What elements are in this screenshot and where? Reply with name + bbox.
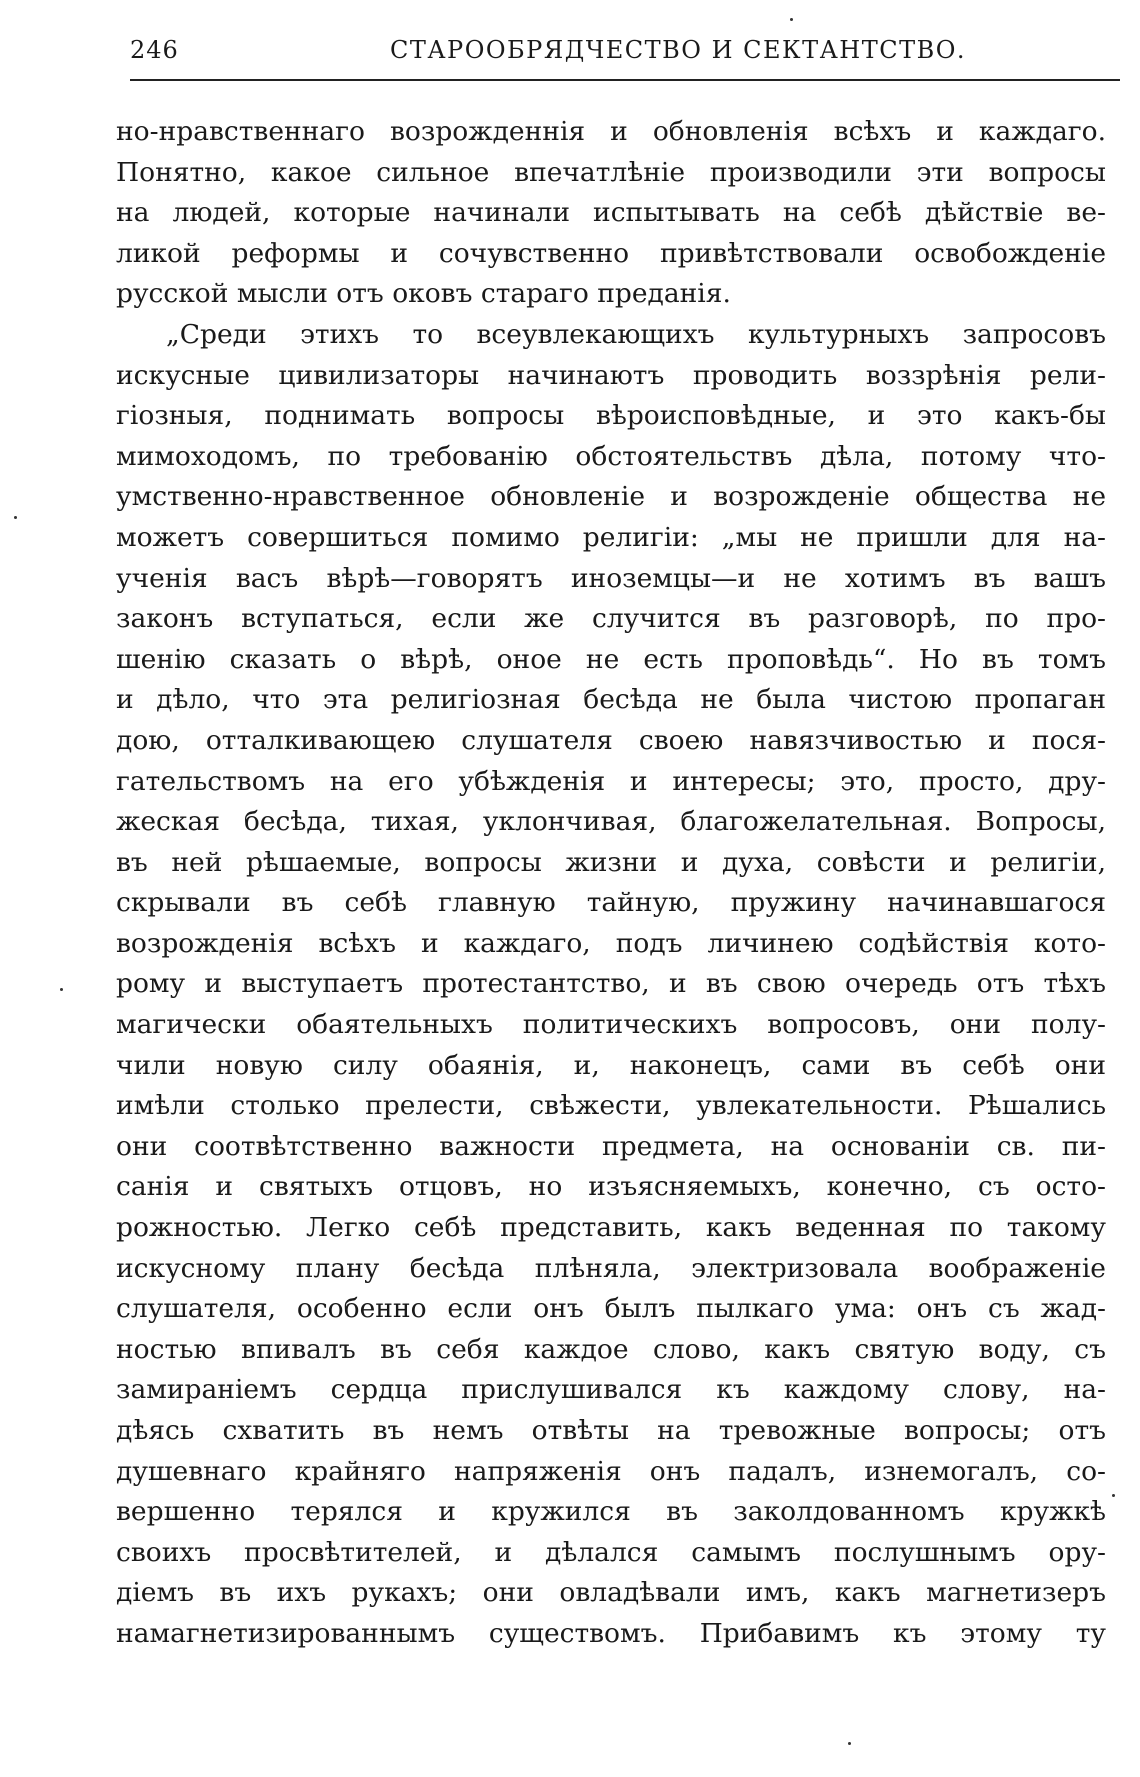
text-line: въ ней рѣшаемые, вопросы жизни и духа, совѣсти и религіи,: [116, 846, 1106, 878]
text-line: умственно-нравственное обновленіе и возрожденіе общества не: [116, 481, 1106, 513]
text-line: но-нравственнаго возрожденнія и обновленія всѣхъ и каждаго.: [116, 116, 1106, 147]
text-line: магически обаятельныхъ политическихъ вопросовъ, они полу-: [116, 1009, 1106, 1041]
text-line: мимоходомъ, по требованію обстоятельствъ дѣла, потому что-: [116, 440, 1106, 472]
text-line: рому и выступаетъ протестантство, и въ свою очередь отъ тѣхъ: [116, 968, 1106, 1000]
text-line: гіозныя, поднимать вопросы вѣроисповѣдные, и это какъ-бы: [116, 400, 1106, 432]
print-speck: [14, 516, 17, 519]
text-line: ностью впивалъ въ себя каждое слово, какъ святую воду, съ: [116, 1333, 1106, 1365]
text-line: они соотвѣтственно важности предмета, на основаніи св. пи-: [116, 1130, 1106, 1162]
text-line: искусному плану бесѣда плѣняла, электризовала воображеніе: [116, 1252, 1106, 1284]
text-line: вершенно терялся и кружился въ заколдованномъ кружкѣ: [116, 1496, 1106, 1528]
text-line: слушателя, особенно если онъ былъ пылкаго ума: онъ съ жад-: [116, 1293, 1106, 1325]
text-line: діемъ въ ихъ рукахъ; они овладѣвали имъ, какъ магнетизеръ: [116, 1577, 1106, 1609]
print-speck: [60, 988, 63, 991]
text-line: душевнаго крайняго напряженія онъ падалъ, изнемогалъ, со-: [116, 1455, 1106, 1487]
print-speck: [790, 18, 793, 21]
print-speck: [1112, 1494, 1115, 1497]
header-rule: [130, 79, 1120, 81]
text-line: намагнетизированнымъ существомъ. Прибавимъ къ этому ту: [116, 1617, 1106, 1649]
text-line: возрожденія всѣхъ и каждаго, подъ личинею содѣйствія кото-: [116, 927, 1106, 959]
text-line: гательствомъ на его убѣжденія и интересы; это, просто, дру-: [116, 765, 1106, 797]
text-line: ликой реформы и сочувственно привѣтствовали освобожденіе: [116, 237, 1106, 269]
print-speck: [848, 1742, 851, 1745]
text-line: искусные цивилизаторы начинаютъ проводить воззрѣнія рели-: [116, 359, 1106, 391]
text-line: „Среди этихъ то всеувлекающихъ культурныхъ запросовъ: [166, 318, 1106, 350]
text-line: замираніемъ сердца прислушивался къ каждому слову, на-: [116, 1374, 1106, 1406]
page-header: [130, 36, 1120, 76]
text-line: дою, отталкивающею слушателя своею навязчивостью и пося-: [116, 724, 1106, 756]
text-line: дѣясь схватить въ немъ отвѣты на тревожные вопросы; отъ: [116, 1415, 1106, 1446]
page-number: 246: [130, 36, 179, 64]
text-line: имѣли столько прелести, свѣжести, увлекательности. Рѣшались: [116, 1090, 1106, 1122]
text-line: ученія васъ вѣрѣ—говорятъ иноземцы—и не хотимъ въ вашъ: [116, 562, 1106, 594]
text-line: Понятно, какое сильное впечатлѣніе производили эти вопросы: [116, 156, 1106, 188]
text-line: можетъ совершиться помимо религіи: „мы не пришли для на-: [116, 521, 1106, 553]
text-line: рожностью. Легко себѣ представить, какъ веденная по такому: [116, 1212, 1106, 1244]
text-line: своихъ просвѣтителей, и дѣлался самымъ послушнымъ ору-: [116, 1536, 1106, 1568]
text-line: на людей, которые начинали испытывать на себѣ дѣйствіе ве-: [116, 197, 1106, 229]
text-line: жеская бесѣда, тихая, уклончивая, благожелательная. Вопросы,: [116, 806, 1106, 838]
text-line: и дѣло, что эта религіозная бесѣда не была чистою пропаган: [116, 684, 1106, 716]
body-text: [116, 112, 1106, 1655]
text-line: русской мысли отъ оковъ стараго преданія.: [116, 278, 731, 310]
text-line: санія и святыхъ отцовъ, но изъясняемыхъ, конечно, съ осто-: [116, 1171, 1106, 1203]
text-line: чили новую силу обаянія, и, наконецъ, сами въ себѣ они: [116, 1049, 1106, 1081]
text-line: шенію сказать о вѣрѣ, оное не есть проповѣдь“. Но въ томъ: [116, 643, 1106, 675]
text-line: скрывали въ себѣ главную тайную, пружину начинавшагося: [116, 887, 1106, 919]
text-line: законъ вступаться, если же случится въ разговорѣ, по про-: [116, 603, 1106, 635]
running-title: СТАРООБРЯДЧЕСТВО И СЕКТАНТСТВО.: [390, 36, 967, 64]
